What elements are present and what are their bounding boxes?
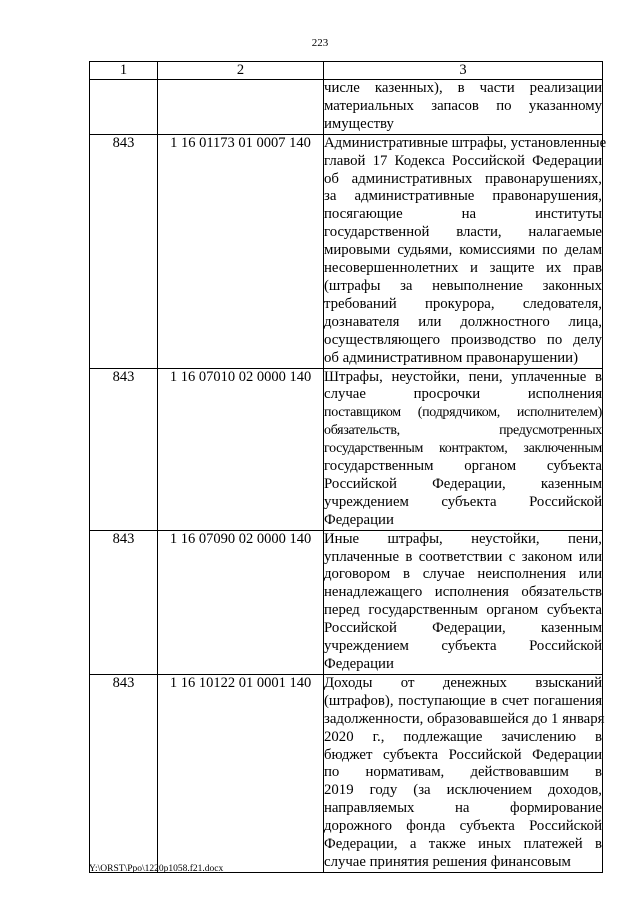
table-row	[90, 368, 603, 530]
description-line: (штрафы за невыполнение законных	[324, 277, 602, 294]
table-row	[90, 134, 603, 368]
description-line: Иные штрафы, неустойки, пени,	[324, 530, 602, 547]
description-line: за административные правонарушения,	[324, 188, 602, 205]
table-row	[90, 530, 603, 674]
description-line: имуществу	[324, 115, 394, 132]
column-header-1: 1	[90, 62, 158, 80]
description-line: государственным органом субъекта	[324, 458, 602, 475]
page-number: 223	[311, 37, 329, 49]
description-line: поставщиком (подрядчиком, исполнителем)	[324, 405, 602, 421]
description-cell	[324, 674, 603, 872]
description-line: (штрафов), поступающие в счет погашения	[324, 692, 602, 709]
description-line: дорожного фонда субъекта Российской	[324, 818, 602, 835]
description-line: по нормативам, действовавшим в	[324, 764, 602, 781]
budget-code-cell: 1 16 01173 01 0007 140	[158, 134, 324, 368]
file-path-footer: Y:\ORST\Ppo\1220p1058.f21.docx	[89, 864, 224, 874]
description-line: обязательств, предусмотренных	[324, 423, 602, 439]
description-line: несовершеннолетних и защите их прав	[324, 260, 602, 277]
description-line: числе казенных), в части реализации	[324, 80, 602, 96]
table-body	[90, 80, 607, 873]
description-line: 2019 году (за исключением доходов,	[324, 782, 602, 799]
description-line: материальных запасов по указанному	[324, 97, 602, 114]
description-line: Штрафы, неустойки, пени, уплаченные в	[324, 368, 602, 385]
description-line: осуществляющего производство по делу	[324, 331, 602, 348]
table-row	[90, 80, 603, 135]
description-line: учреждением субъекта Российской	[324, 638, 602, 655]
description-line: государственным контрактом, заключенным	[324, 441, 602, 457]
description-line: учреждением субъекта Российской	[324, 493, 602, 510]
description-line: Федерации, а также иных платежей в	[324, 836, 602, 853]
description-cell	[324, 80, 603, 135]
description-line: посягающие на институты	[324, 206, 602, 223]
description-line: бюджет субъекта Российской Федерации	[324, 746, 602, 763]
description-cell	[324, 134, 607, 368]
admin-code-cell: 843	[90, 674, 158, 872]
description-line: уплаченные в соответствии с законом или	[324, 548, 602, 565]
description-line: об административном правонарушении)	[324, 349, 579, 366]
description-line: Федерации	[324, 656, 394, 672]
description-cell	[324, 368, 603, 530]
description-line: мировыми судьями, комиссиями по делам	[324, 242, 602, 259]
description-line: об административных правонарушениях,	[324, 170, 602, 187]
description-line: перед государственным органом субъекта	[324, 602, 602, 619]
description-cell	[324, 530, 603, 674]
admin-code-cell: 843	[90, 530, 158, 674]
description-line: Российской Федерации, казенным	[324, 475, 602, 492]
description-line: ненадлежащего исполнения обязательств	[324, 584, 602, 601]
description-line: Федерации	[324, 511, 394, 528]
description-line: Российской Федерации, казенным	[324, 620, 602, 637]
admin-code-cell: 843	[90, 134, 158, 368]
budget-code-cell: 1 16 10122 01 0001 140	[158, 674, 324, 872]
description-line: Доходы от денежных взысканий	[324, 674, 602, 691]
table-row	[90, 674, 603, 872]
description-line: 2020 г., подлежащие зачислению в	[324, 728, 602, 745]
description-line: главой 17 Кодекса Российской Федерации	[324, 152, 602, 169]
description-line: направляемых на формирование	[324, 800, 602, 817]
budget-code-cell	[158, 80, 324, 135]
revenue-codes-table	[89, 61, 607, 873]
description-line: государственной власти, налагаемые	[324, 224, 602, 241]
admin-code-cell	[90, 80, 158, 135]
description-line: договором в случае неисполнения или	[324, 566, 602, 583]
admin-code-cell: 843	[90, 368, 158, 530]
description-line: случае просрочки исполнения	[324, 386, 602, 403]
description-line: дознавателя или должностного лица,	[324, 313, 602, 330]
budget-code-cell: 1 16 07010 02 0000 140	[158, 368, 324, 530]
description-line: Административные штрафы, установленные	[324, 134, 607, 151]
column-header-2: 2	[158, 62, 324, 80]
description-line: требований прокурора, следователя,	[324, 295, 602, 312]
table-header-row	[90, 62, 603, 80]
description-line: случае принятия решения финансовым	[324, 853, 571, 870]
description-line: задолженности, образовавшейся до 1 января	[324, 710, 605, 727]
column-header-3: 3	[324, 62, 603, 80]
budget-code-cell: 1 16 07090 02 0000 140	[158, 530, 324, 674]
